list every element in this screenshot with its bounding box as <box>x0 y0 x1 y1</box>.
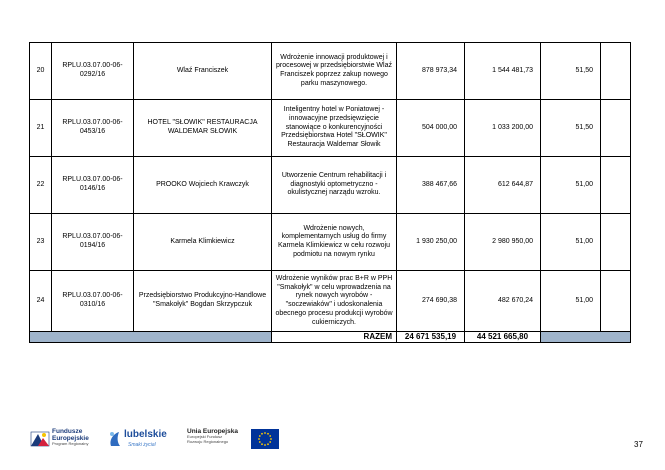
row-cofinancing: 504 000,00 <box>397 100 465 157</box>
fe-subtitle: Program Regionalny <box>52 441 89 447</box>
row-lp: 22 <box>30 157 52 214</box>
row-lp: 24 <box>30 271 52 332</box>
row-score: 51,50 <box>541 100 601 157</box>
row-applicant-name: PROOKO Wojciech Krawczyk <box>134 157 272 214</box>
row-total-value: 1 033 200,00 <box>465 100 541 157</box>
row-project-number: RPLU.03.07.00-06-0292/16 <box>52 43 134 100</box>
totals-row <box>30 332 631 343</box>
lubelskie-word: lubelskie <box>124 429 167 440</box>
row-extra-cell <box>601 271 631 332</box>
row-lp: 23 <box>30 214 52 271</box>
row-total-value: 482 670,24 <box>465 271 541 332</box>
row-extra-cell <box>601 214 631 271</box>
totals-shaded-cell <box>30 332 272 343</box>
lubelskie-slogan: Smaki życia! <box>128 442 157 448</box>
row-cofinancing: 274 690,38 <box>397 271 465 332</box>
row-applicant-name: HOTEL "SŁOWIK" RESTAURACJA WALDEMAR SŁOWIK <box>134 100 272 157</box>
table-row <box>30 157 631 214</box>
row-project-number: RPLU.03.07.00-06-0146/16 <box>52 157 134 214</box>
row-project-number: RPLU.03.07.00-06-0453/16 <box>52 100 134 157</box>
ue-sub1: Europejski Fundusz <box>187 434 223 440</box>
row-project-number: RPLU.03.07.00-06-0310/16 <box>52 271 134 332</box>
eu-flag-icon <box>251 429 279 449</box>
row-project-title: Utworzenie Centrum rehabilitacji i diagnostyki optometryczno - okulistycznej narządu wzroku. <box>272 157 397 214</box>
row-lp: 20 <box>30 43 52 100</box>
row-project-title: Inteligentny hotel w Poniatowej - innowacyjne przedsięwzięcie stanowiące o konkurencyjności Przedsiębiorstwa Hotel "SŁOWIK" Restauracja Waldemar Słowik <box>272 100 397 157</box>
row-cofinancing: 388 467,66 <box>397 157 465 214</box>
row-score: 51,00 <box>541 214 601 271</box>
lubelskie-mark-icon <box>108 430 122 448</box>
row-extra-cell <box>601 100 631 157</box>
row-total-value: 2 980 950,00 <box>465 214 541 271</box>
row-applicant-name: Wlaź Franciszek <box>134 43 272 100</box>
row-applicant-name: Przedsiębiorstwo Produkcyjno-Handlowe "Smakołyk" Bogdan Skrzypczuk <box>134 271 272 332</box>
fundusze-europejskie-logo <box>30 426 102 456</box>
row-applicant-name: Karmela Klimkiewicz <box>134 214 272 271</box>
row-project-number: RPLU.03.07.00-06-0194/16 <box>52 214 134 271</box>
lubelskie-logo <box>108 426 178 456</box>
totals-total-value: 44 521 665,80 <box>465 332 541 343</box>
row-project-title: Wdrożenie innowacji produktowej i procesowej w przedsiębiorstwie Wlaź Franciszek poprzez zakup nowego parku maszynowego. <box>272 43 397 100</box>
row-score: 51,50 <box>541 43 601 100</box>
totals-shaded-cell-right <box>541 332 631 343</box>
totals-cofinancing: 24 671 535,19 <box>397 332 465 343</box>
table-row <box>30 214 631 271</box>
row-project-title: Wdrożenie wyników prac B+R w PPH "Smakołyk" w celu wprowadzenia na rynek nowych wyrobów - "soczewiaków" i udoskonalenia obecnego procesu produkcji wyrobów cukierniczych. <box>272 271 397 332</box>
row-extra-cell <box>601 43 631 100</box>
unia-europejska-logo <box>187 426 287 456</box>
table-row <box>30 100 631 157</box>
ue-sub2: Rozwoju Regionalnego <box>187 438 229 444</box>
row-cofinancing: 878 973,34 <box>397 43 465 100</box>
projects-table <box>29 42 631 343</box>
totals-label: RAZEM <box>272 332 397 343</box>
row-cofinancing: 1 930 250,00 <box>397 214 465 271</box>
fundusze-europejskie-icon <box>30 429 50 449</box>
ue-line1: Unia Europejska <box>187 428 238 435</box>
page-number: 37 <box>634 440 643 449</box>
row-score: 51,00 <box>541 157 601 214</box>
row-extra-cell <box>601 157 631 214</box>
fe-line2: Europejskie <box>52 435 89 443</box>
table-row <box>30 271 631 332</box>
table-row <box>30 43 631 100</box>
row-lp: 21 <box>30 100 52 157</box>
row-total-value: 612 644,87 <box>465 157 541 214</box>
row-total-value: 1 544 481,73 <box>465 43 541 100</box>
fe-line1: Fundusze <box>52 428 83 435</box>
row-project-title: Wdrożenie nowych, komplementarnych usług do firmy Karmela Klimkiewicz w celu rozwoju podmiotu na nowym rynku <box>272 214 397 271</box>
row-score: 51,00 <box>541 271 601 332</box>
